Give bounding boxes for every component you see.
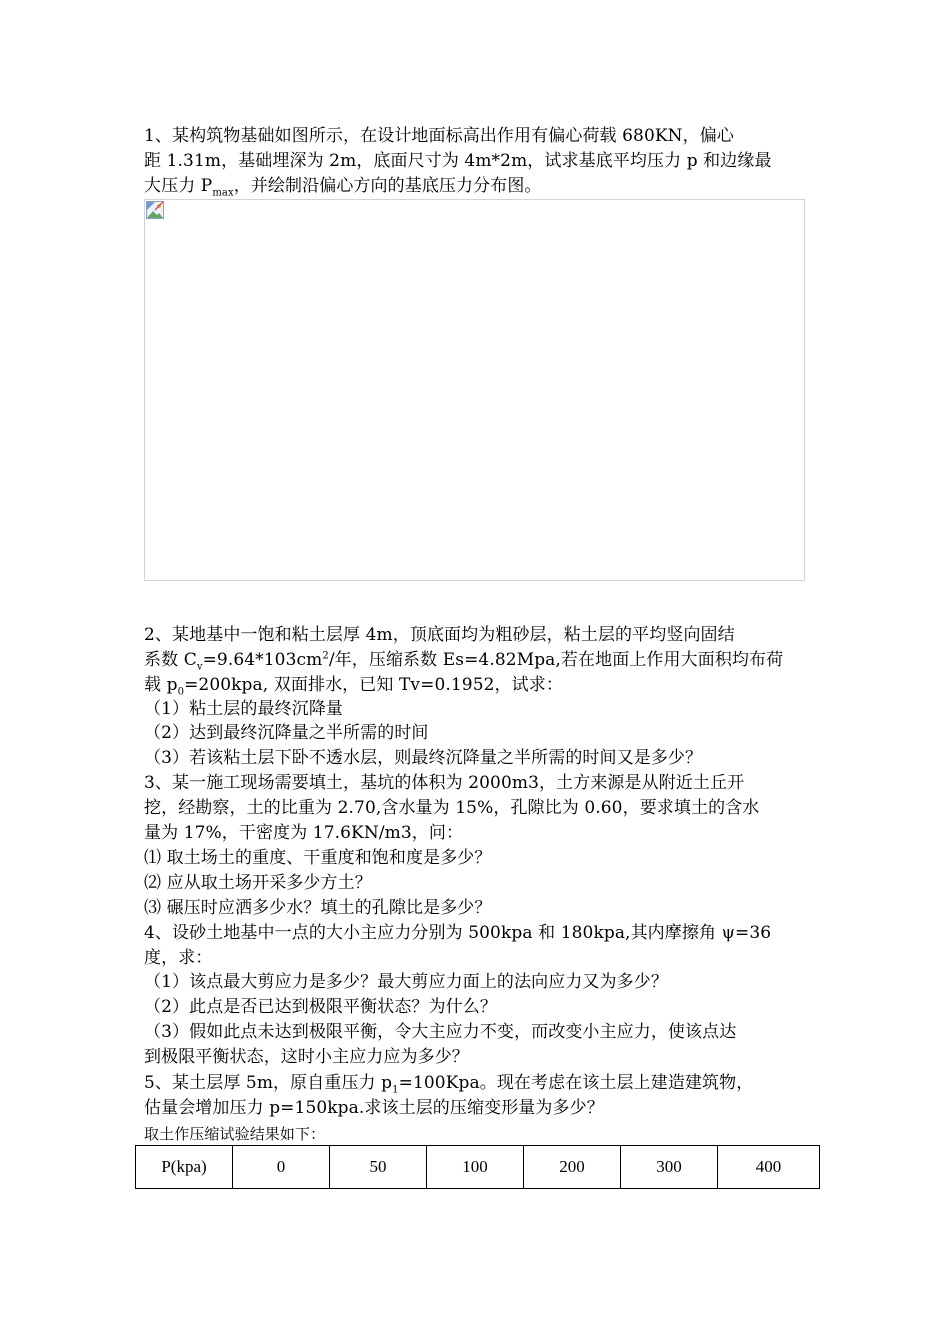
q4-item-3: （3）假如此点未达到极限平衡，令大主应力不变，而改变小主应力，使该点达 [144, 1022, 737, 1042]
q1-line-3-rest: ，并绘制沿偏心方向的基底压力分布图。 [233, 176, 542, 196]
q5-line-2: 估量会增加压力 p=150kpa.求该土层的压缩变形量为多少？ [144, 1098, 604, 1118]
table-cell: 0 [233, 1146, 330, 1189]
q1-line-3 [144, 174, 808, 199]
table-cell: 200 [524, 1146, 621, 1189]
subscript-1: 1 [392, 1084, 399, 1096]
q5-line-1 [144, 1071, 808, 1096]
q5-line-1-a: 5、某土层厚 5m，原自重压力 p [144, 1073, 393, 1093]
q2-line-2 [144, 648, 808, 673]
q2-line-3-a: 载 p [144, 675, 178, 695]
table-cell: 50 [330, 1146, 427, 1189]
q2-line-3-b: =200kpa, 双面排水，已知 Tv=0.1952，试求： [184, 675, 563, 695]
q2-item-1: （1）粘土层的最终沉降量 [144, 699, 344, 719]
q2-line-1: 2、某地基中一饱和粘土层厚 4m，顶底面均为粗砂层，粘土层的平均竖向固结 [144, 625, 735, 645]
q2-item-2: （2）达到最终沉降量之半所需的时间 [144, 723, 429, 743]
table-row [136, 1146, 820, 1189]
subscript-0: 0 [177, 686, 185, 698]
q3-item-3: ⑶ 碾压时应洒多少水？填土的孔隙比是多少？ [144, 898, 492, 918]
figure-placeholder [144, 199, 805, 581]
q5-note: 取土作压缩试验结果如下： [144, 1125, 326, 1143]
q4-line-1: 4、设砂土地基中一点的大小主应力分别为 500kpa 和 180kpa,其内摩擦角 ψ=36 [144, 923, 772, 943]
table-cell-header: P(kpa) [136, 1146, 233, 1189]
q4-item-3-cont: 到极限平衡状态，这时小主应力应为多少？ [144, 1047, 469, 1067]
q3-item-1: ⑴ 取土场土的重度、干重度和饱和度是多少？ [144, 848, 492, 868]
subscript-v: v [196, 661, 203, 673]
q1-line-1: 1、某构筑物基础如图所示，在设计地面标高出作用有偏心荷载 680KN，偏心 [144, 126, 734, 146]
table-cell: 100 [427, 1146, 524, 1189]
q1-line-3-text: 大压力 P [144, 176, 213, 196]
compression-test-table [135, 1145, 820, 1189]
q4-item-2: （2）此点是否已达到极限平衡状态？为什么？ [144, 997, 497, 1017]
q2-line-2-c: /年，压缩系数 Es=4.82Mpa,若在地面上作用大面积均布荷 [328, 650, 784, 670]
q3-line-1: 3、某一施工现场需要填土，基坑的体积为 2000m3，土方来源是从附近土丘开 [144, 773, 745, 793]
q1-line-2: 距 1.31m，基础埋深为 2m，底面尺寸为 4m*2m，试求基底平均压力 p 和边缘最 [144, 151, 772, 171]
q3-line-2: 挖，经勘察，土的比重为 2.70,含水量为 15%，孔隙比为 0.60，要求填土的含水 [144, 798, 760, 818]
q2-item-3: （3）若该粘土层下卧不透水层，则最终沉降量之半所需的时间又是多少？ [144, 748, 703, 768]
subscript-max: max [212, 187, 234, 199]
table-cell: 400 [718, 1146, 820, 1189]
q5-line-1-b: =100Kpa。现在考虑在该土层上建造建筑物， [398, 1073, 754, 1093]
q2-line-2-a: 系数 C [144, 650, 197, 670]
table-cell: 300 [621, 1146, 718, 1189]
q4-item-1: （1）该点最大剪应力是多少？最大剪应力面上的法向应力又为多少？ [144, 972, 668, 992]
q2-line-3 [144, 673, 808, 698]
broken-image-icon [146, 201, 164, 219]
q2-line-2-b: =9.64*103cm [202, 650, 323, 670]
q3-line-3: 量为 17%，干密度为 17.6KN/m3，问： [144, 823, 464, 843]
q3-item-2: ⑵ 应从取土场开采多少方土？ [144, 873, 372, 893]
superscript-2: 2 [322, 650, 329, 662]
q4-line-2: 度，求： [144, 948, 213, 968]
